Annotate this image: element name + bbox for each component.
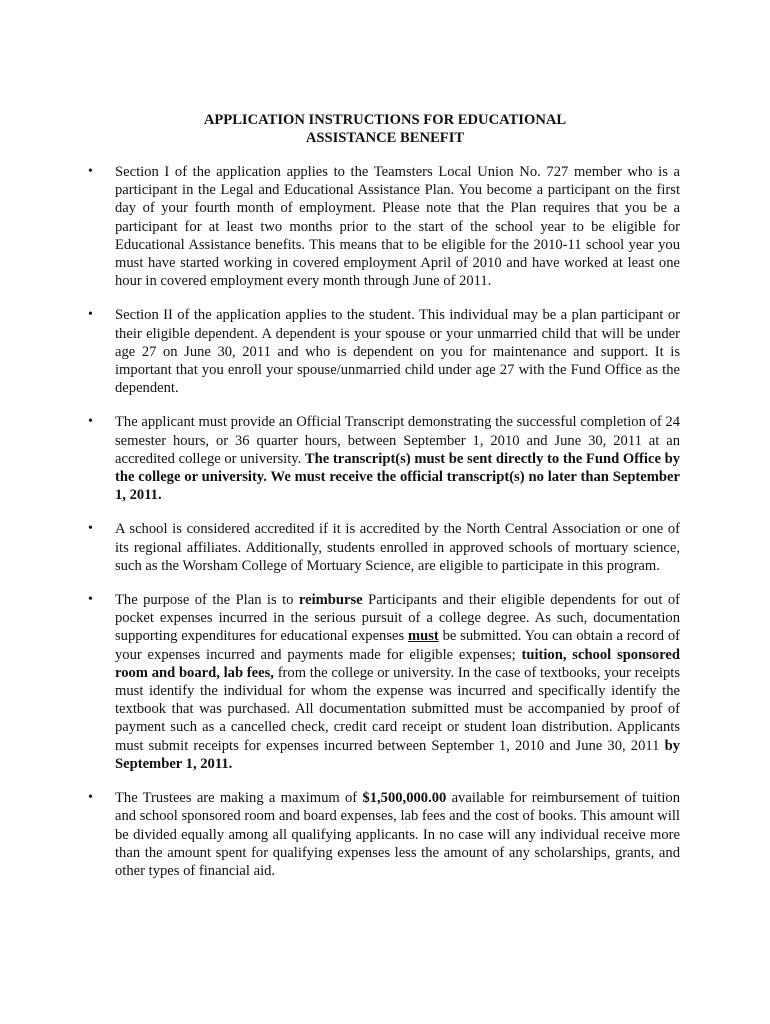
bullet-icon: • — [88, 164, 93, 179]
text-run: The Trustees are making a maximum of — [115, 790, 363, 807]
text-run: Participants and their eligible dependents for out of pocket expenses incurred in the serious pursuit of a college degree. As such, documentation supporting expenditures for educational expenses — [115, 592, 680, 645]
instruction-text — [115, 163, 680, 290]
text-run: A school is considered accredited if it is accredited by the North Central Association or one of its regional affiliates. Additionally, students enrolled in approved schools of mortuary science, such as the Worsham College of Mortuary Science, are eligible to participate in this program. — [115, 521, 680, 574]
instruction-text — [115, 591, 680, 773]
instruction-item-section-1 — [0, 163, 770, 290]
bullet-icon: • — [88, 307, 93, 323]
bold-text-run: tuition, school sponsored room and board, lab fees, — [115, 646, 681, 681]
document-title-line-2: ASSISTANCE BENEFIT — [305, 130, 465, 146]
bold-text-run: by September 1, 2011. — [115, 737, 680, 772]
bold-text-run: reimburse — [298, 592, 363, 609]
text-run: The applicant must provide an Official Transcript demonstrating the successful completion of 24 semester hours, or 36 quarter hours, between September 1, 2010 and June 30, 2011 at an accredited college or university. — [115, 414, 680, 467]
underlined-text-run: must — [407, 628, 439, 645]
instruction-item-section-2 — [0, 306, 770, 397]
bullet-icon: • — [88, 790, 93, 806]
text-run: be submitted. You can obtain a record of your expenses incurred and payments made for eligible expenses; — [115, 628, 680, 663]
bold-text-run: The transcript(s) must be sent directly to the Fund Office by the college or university. We must receive the official transcript(s) no later than September 1, 2011. — [115, 450, 680, 504]
text-run: The purpose of the Plan is to — [115, 592, 299, 609]
instruction-item-accreditation — [0, 520, 770, 575]
bullet-icon: • — [88, 521, 93, 537]
instruction-item-transcript — [0, 413, 770, 504]
text-run: from the college or university. In the case of textbooks, your receipts must identify the individual for whom the expense was incurred and specifically identify the textbook that was purchased. All documentation submitted must be accompanied by proof of payment such as a cancelled check, credit card receipt or student loan distribution. Applicants must submit receipts for expenses incurred between September 1, 2010 and June 30, 2011 — [115, 664, 681, 754]
text-run: Section I of the application applies to the Teamsters Local Union No. 727 member who is a participant in the Legal and Educational Assistance Plan. You become a participant on the first day of your fourth month of employment. Please note that the Plan requires that you be a participant for at least two months prior to the start of the school year to be eligible for Educational Assistance benefits. This means that to be eligible for the 2010-11 school year you must have started working in covered employment April of 2010 and have worked at least one hour in covered employment every month through June of 2011. — [115, 164, 680, 290]
instruction-text — [115, 306, 680, 397]
instruction-text — [115, 520, 680, 575]
document-title-line-1: APPLICATION INSTRUCTIONS FOR EDUCATIONAL — [203, 112, 567, 128]
bullet-icon: • — [88, 414, 93, 430]
text-run: available for reimbursement of tuition and school sponsored room and board expenses, lab fees and the cost of books. This amount will be divided equally among all qualifying applicants. In no case will any individual receive more than the amount spent for qualifying expenses less the amount of any scholarships, grants, and other types of financial aid. — [115, 790, 680, 879]
bold-text-run: $1,500,000.00 — [362, 790, 447, 807]
instruction-list — [0, 163, 770, 896]
instruction-text — [115, 413, 680, 504]
instruction-item-reimbursement — [0, 591, 770, 773]
bullet-icon: • — [88, 592, 93, 608]
instruction-item-maximum-amount — [0, 789, 770, 880]
instruction-text — [115, 789, 680, 880]
text-run: Section II of the application applies to the student. This individual may be a plan participant or their eligible dependent. A dependent is your spouse or your unmarried child that will be under age 27 on June 30, 2011 and who is dependent on you for maintenance and support. It is important that you enroll your spouse/unmarried child under age 27 with the Fund Office as the dependent. — [115, 307, 680, 397]
